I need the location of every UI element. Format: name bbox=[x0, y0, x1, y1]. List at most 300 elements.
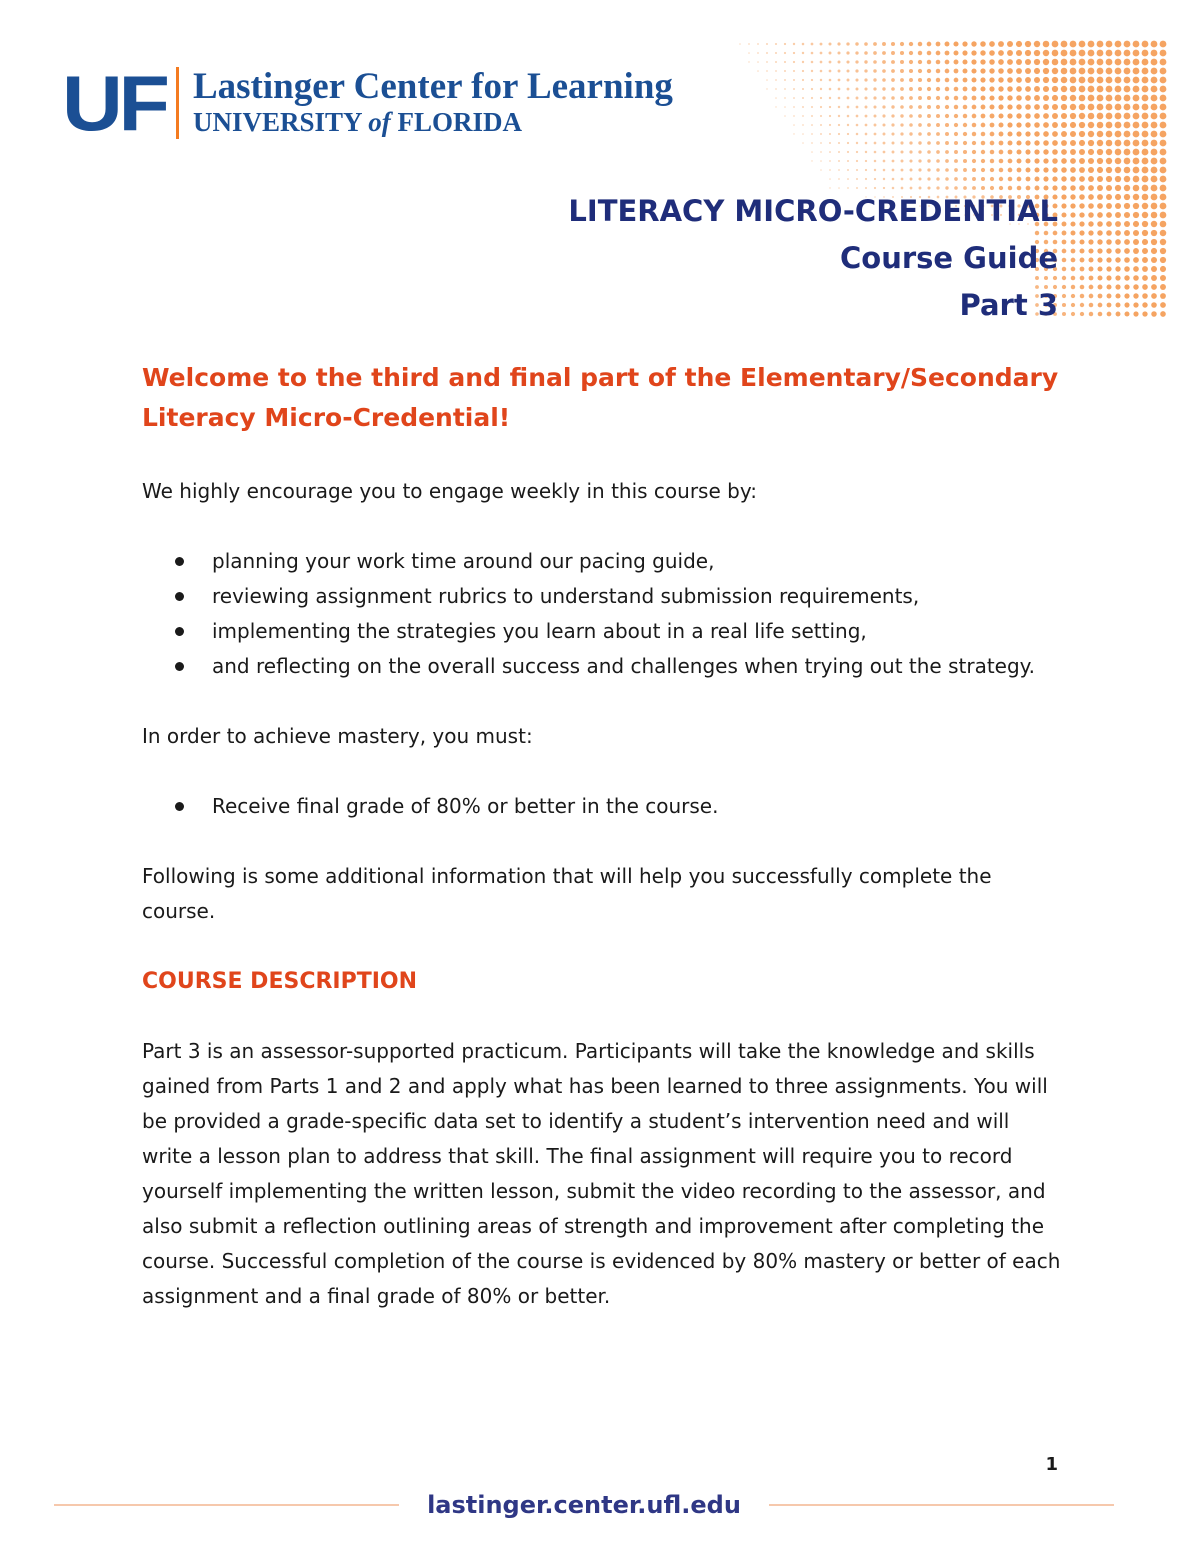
pattern-dot bbox=[918, 141, 921, 144]
pattern-dot bbox=[1097, 176, 1103, 182]
pattern-dot bbox=[945, 150, 949, 154]
pattern-dot bbox=[865, 178, 867, 180]
pattern-dot bbox=[1079, 86, 1086, 93]
pattern-dot bbox=[1070, 77, 1077, 84]
pattern-dot bbox=[1133, 275, 1139, 281]
pattern-dot bbox=[1062, 231, 1067, 236]
pattern-dot bbox=[874, 142, 877, 145]
pattern-dot bbox=[1016, 122, 1021, 127]
pattern-dot bbox=[1088, 167, 1094, 173]
bullet-icon bbox=[175, 802, 184, 811]
pattern-dot bbox=[1088, 221, 1093, 226]
pattern-dot bbox=[1034, 86, 1040, 92]
pattern-dot bbox=[1160, 230, 1167, 237]
pattern-dot bbox=[802, 79, 804, 81]
pattern-dot bbox=[820, 70, 823, 73]
pattern-dot bbox=[1043, 59, 1049, 65]
pattern-dot bbox=[793, 79, 795, 81]
pattern-dot bbox=[1142, 293, 1148, 299]
pattern-dot bbox=[1088, 122, 1094, 128]
pattern-dot bbox=[1124, 104, 1131, 111]
pattern-dot bbox=[918, 168, 921, 171]
pattern-dot bbox=[1097, 221, 1103, 227]
pattern-dot bbox=[1115, 131, 1122, 138]
pattern-dot bbox=[1097, 122, 1104, 129]
pattern-dot bbox=[846, 60, 849, 63]
pattern-dot bbox=[962, 41, 967, 46]
pattern-dot bbox=[1062, 294, 1066, 298]
pattern-dot bbox=[1115, 230, 1121, 236]
logo-divider bbox=[176, 67, 179, 139]
logo-center-name: Lastinger Center for Learning bbox=[192, 66, 673, 108]
pattern-dot bbox=[775, 43, 777, 45]
pattern-dot bbox=[1142, 257, 1148, 263]
pattern-dot bbox=[1160, 293, 1166, 299]
pattern-dot bbox=[927, 159, 930, 162]
pattern-dot bbox=[1098, 285, 1103, 290]
pattern-dot bbox=[847, 133, 849, 135]
pattern-dot bbox=[1097, 140, 1103, 146]
pattern-dot bbox=[1080, 294, 1085, 299]
pattern-dot bbox=[847, 124, 849, 126]
pattern-dot bbox=[1106, 284, 1111, 289]
pattern-dot bbox=[998, 95, 1003, 100]
pattern-dot bbox=[1151, 140, 1158, 147]
pattern-dot bbox=[981, 159, 985, 163]
pattern-dot bbox=[1043, 41, 1050, 48]
pattern-dot bbox=[829, 106, 831, 108]
list-item: and reflecting on the overall success and challenges when trying out the strategy. bbox=[142, 649, 1062, 684]
pattern-dot bbox=[1106, 221, 1112, 227]
pattern-dot bbox=[828, 42, 831, 45]
pattern-dot bbox=[989, 104, 994, 109]
pattern-dot bbox=[829, 151, 831, 153]
pattern-dot bbox=[856, 151, 858, 153]
pattern-dot bbox=[918, 177, 921, 180]
pattern-dot bbox=[1052, 131, 1058, 137]
pattern-dot bbox=[1017, 159, 1022, 164]
pattern-dot bbox=[856, 169, 858, 171]
pattern-dot bbox=[1151, 176, 1158, 183]
pattern-dot bbox=[1008, 150, 1013, 155]
pattern-dot bbox=[989, 95, 994, 100]
pattern-dot bbox=[1079, 167, 1085, 173]
pattern-dot bbox=[1142, 194, 1149, 201]
pattern-dot bbox=[829, 115, 831, 117]
pattern-dot bbox=[802, 133, 804, 135]
pattern-dot bbox=[1052, 41, 1059, 48]
pattern-dot bbox=[1097, 95, 1104, 102]
pattern-dot bbox=[865, 115, 868, 118]
pattern-dot bbox=[918, 159, 921, 162]
pattern-dot bbox=[1007, 68, 1013, 74]
pattern-dot bbox=[990, 123, 995, 128]
pattern-dot bbox=[1061, 131, 1067, 137]
pattern-dot bbox=[1142, 104, 1149, 111]
pattern-dot bbox=[918, 114, 922, 118]
bullet-icon bbox=[175, 627, 184, 636]
pattern-dot bbox=[1142, 59, 1149, 66]
pattern-dot bbox=[793, 52, 795, 54]
pattern-dot bbox=[1052, 149, 1058, 155]
pattern-dot bbox=[829, 61, 832, 64]
pattern-dot bbox=[1088, 185, 1094, 191]
pattern-dot bbox=[1061, 149, 1067, 155]
pattern-dot bbox=[1052, 113, 1058, 119]
pattern-dot bbox=[855, 60, 858, 63]
pattern-dot bbox=[1088, 212, 1094, 218]
pattern-dot bbox=[1106, 203, 1112, 209]
pattern-dot bbox=[909, 96, 913, 100]
pattern-dot bbox=[1151, 302, 1157, 308]
pattern-dot bbox=[909, 87, 913, 91]
pattern-dot bbox=[856, 142, 858, 144]
pattern-dot bbox=[1061, 212, 1066, 217]
pattern-dot bbox=[838, 124, 840, 126]
pattern-dot bbox=[1007, 122, 1012, 127]
pattern-dot bbox=[784, 106, 786, 108]
footer-divider-right bbox=[769, 1504, 1114, 1506]
pattern-dot bbox=[1115, 122, 1122, 129]
pattern-dot bbox=[847, 79, 850, 82]
pattern-dot bbox=[999, 159, 1004, 164]
pattern-dot bbox=[838, 169, 840, 171]
pattern-dot bbox=[838, 97, 841, 100]
pattern-dot bbox=[1133, 266, 1139, 272]
pattern-dot bbox=[954, 105, 958, 109]
pattern-dot bbox=[1106, 131, 1113, 138]
pattern-dot bbox=[1151, 311, 1157, 317]
pattern-dot bbox=[1133, 293, 1138, 298]
pattern-dot bbox=[838, 142, 840, 144]
pattern-dot bbox=[1124, 221, 1130, 227]
pattern-dot bbox=[1080, 285, 1085, 290]
pattern-dot bbox=[1079, 212, 1084, 217]
pattern-dot bbox=[1062, 267, 1066, 271]
pattern-dot bbox=[1062, 312, 1066, 316]
pattern-dot bbox=[829, 169, 831, 171]
pattern-dot bbox=[909, 60, 913, 64]
pattern-dot bbox=[1151, 203, 1158, 210]
pattern-dot bbox=[1151, 59, 1158, 66]
pattern-dot bbox=[1124, 59, 1131, 66]
pattern-dot bbox=[838, 178, 840, 180]
pattern-dot bbox=[945, 141, 949, 145]
list-item: reviewing assignment rubrics to understand submission requirements, bbox=[142, 579, 1062, 614]
pattern-dot bbox=[1007, 50, 1013, 56]
pattern-dot bbox=[1142, 185, 1149, 192]
course-description-text: Part 3 is an assessor-supported practicum. Participants will take the knowledge and skills gained from Parts 1 and 2 and apply what has been learned to three assignments. You will be provided a grade-specific data set to identify a student’s intervention need and will write a lesson plan to address that skill. The final assignment will require you to record yourself implementing the written lesson, submit the video recording to the assessor, and also submit a reflection outlining areas of strength and improvement after completing the course. Successful completion of the course is evidenced by 80% mastery or better of each assignment and a final grade of 80% or better. bbox=[142, 1039, 1061, 1308]
pattern-dot bbox=[1142, 113, 1149, 120]
pattern-dot bbox=[775, 106, 776, 107]
pattern-dot bbox=[962, 50, 967, 55]
pattern-dot bbox=[945, 105, 949, 109]
pattern-dot bbox=[927, 78, 931, 82]
pattern-dot bbox=[820, 124, 822, 126]
pattern-dot bbox=[963, 177, 967, 181]
pattern-dot bbox=[1079, 77, 1086, 84]
pattern-dot bbox=[1088, 50, 1095, 57]
list-item: implementing the strategies you learn about in a real life setting, bbox=[142, 614, 1062, 649]
pattern-dot bbox=[1052, 68, 1058, 74]
pattern-dot bbox=[1124, 95, 1131, 102]
pattern-dot bbox=[1133, 149, 1140, 156]
pattern-dot bbox=[1088, 158, 1094, 164]
pattern-dot bbox=[1097, 86, 1104, 93]
pattern-dot bbox=[865, 142, 868, 145]
pattern-dot bbox=[838, 106, 840, 108]
pattern-dot bbox=[1052, 50, 1059, 57]
pattern-dot bbox=[820, 115, 822, 117]
pattern-dot bbox=[1052, 122, 1058, 128]
pattern-dot bbox=[1061, 122, 1067, 128]
pattern-dot bbox=[1142, 122, 1149, 129]
pattern-dot bbox=[1133, 77, 1140, 84]
pattern-dot bbox=[1079, 221, 1084, 226]
pattern-dot bbox=[891, 96, 894, 99]
pattern-dot bbox=[972, 123, 977, 128]
pattern-dot bbox=[802, 88, 804, 90]
pattern-dot bbox=[936, 69, 941, 74]
pattern-dot bbox=[1160, 284, 1166, 290]
pattern-dot bbox=[891, 87, 895, 91]
pattern-dot bbox=[784, 52, 786, 54]
pattern-dot bbox=[1151, 248, 1157, 254]
pattern-dot bbox=[883, 178, 885, 180]
pattern-dot bbox=[1097, 158, 1103, 164]
pattern-dot bbox=[927, 87, 931, 91]
pattern-dot bbox=[998, 41, 1004, 47]
pattern-dot bbox=[981, 96, 986, 101]
pattern-dot bbox=[1151, 257, 1157, 263]
pattern-dot bbox=[954, 78, 959, 83]
pattern-dot bbox=[1124, 131, 1131, 138]
pattern-dot bbox=[775, 61, 777, 63]
pattern-dot bbox=[1088, 104, 1095, 111]
pattern-dot bbox=[927, 51, 932, 56]
pattern-dot bbox=[847, 115, 850, 118]
pattern-dot bbox=[1071, 267, 1076, 272]
pattern-dot bbox=[838, 79, 841, 82]
pattern-dot bbox=[1115, 212, 1121, 218]
pattern-dot bbox=[981, 141, 986, 146]
pattern-dot bbox=[990, 159, 994, 163]
pattern-dot bbox=[1079, 68, 1086, 75]
pattern-dot bbox=[1052, 86, 1058, 92]
bullet-icon bbox=[175, 557, 184, 566]
pattern-dot bbox=[1025, 104, 1031, 110]
pattern-dot bbox=[1043, 167, 1048, 172]
pattern-dot bbox=[766, 79, 768, 81]
pattern-dot bbox=[1133, 113, 1140, 120]
pattern-dot bbox=[1133, 212, 1139, 218]
pattern-dot bbox=[1034, 77, 1040, 83]
pattern-dot bbox=[1079, 95, 1086, 102]
pattern-dot bbox=[802, 70, 804, 72]
pattern-dot bbox=[1115, 266, 1120, 271]
pattern-dot bbox=[1008, 141, 1013, 146]
pattern-dot bbox=[1106, 257, 1111, 262]
pattern-dot bbox=[1106, 59, 1113, 66]
pattern-dot bbox=[1097, 104, 1104, 111]
pattern-dot bbox=[1088, 131, 1094, 137]
pattern-dot bbox=[1007, 59, 1013, 65]
pattern-dot bbox=[874, 124, 877, 127]
pattern-dot bbox=[874, 160, 877, 163]
pattern-dot bbox=[856, 115, 859, 118]
pattern-dot bbox=[1034, 167, 1039, 172]
pattern-dot bbox=[1062, 240, 1067, 245]
pattern-dot bbox=[1124, 230, 1130, 236]
uf-lastinger-logo bbox=[62, 59, 673, 147]
pattern-dot bbox=[990, 177, 994, 181]
pattern-dot bbox=[1133, 104, 1140, 111]
pattern-dot bbox=[1142, 311, 1147, 316]
pattern-dot bbox=[990, 114, 995, 119]
pattern-dot bbox=[793, 88, 795, 90]
pattern-dot bbox=[945, 168, 949, 172]
pattern-dot bbox=[980, 50, 985, 55]
pattern-dot bbox=[1079, 104, 1086, 111]
pattern-dot bbox=[1061, 50, 1068, 57]
pattern-dot bbox=[1106, 248, 1111, 253]
pattern-dot bbox=[981, 177, 985, 181]
pattern-dot bbox=[891, 123, 894, 126]
pattern-dot bbox=[838, 61, 841, 64]
uf-logo-mark: UF bbox=[62, 59, 166, 147]
pattern-dot bbox=[900, 123, 903, 126]
pattern-dot bbox=[1034, 149, 1039, 154]
pattern-dot bbox=[918, 87, 922, 91]
pattern-dot bbox=[1008, 159, 1013, 164]
pattern-dot bbox=[1106, 50, 1113, 57]
pattern-dot bbox=[757, 52, 759, 54]
pattern-dot bbox=[1097, 239, 1102, 244]
pattern-dot bbox=[1097, 59, 1104, 66]
footer bbox=[54, 1480, 1114, 1530]
pattern-dot bbox=[882, 114, 885, 117]
document-title-block bbox=[568, 188, 1058, 329]
pattern-dot bbox=[1106, 230, 1112, 236]
pattern-dot bbox=[1016, 86, 1022, 92]
pattern-dot bbox=[882, 78, 886, 82]
pattern-dot bbox=[945, 132, 949, 136]
pattern-dot bbox=[1133, 140, 1140, 147]
pattern-dot bbox=[918, 150, 921, 153]
pattern-dot bbox=[1034, 50, 1040, 56]
pattern-dot bbox=[1061, 104, 1067, 110]
pattern-dot bbox=[1016, 77, 1022, 83]
pattern-dot bbox=[882, 69, 886, 73]
footer-url-link[interactable]: lastinger.center.ufl.edu bbox=[427, 1491, 741, 1519]
pattern-dot bbox=[874, 169, 876, 171]
pattern-dot bbox=[1025, 95, 1031, 101]
pattern-dot bbox=[1160, 185, 1167, 192]
pattern-dot bbox=[927, 168, 930, 171]
pattern-dot bbox=[998, 77, 1003, 82]
pattern-dot bbox=[882, 123, 885, 126]
pattern-dot bbox=[1088, 203, 1094, 209]
pattern-dot bbox=[1080, 312, 1084, 316]
pattern-dot bbox=[882, 51, 886, 55]
pattern-dot bbox=[873, 105, 876, 108]
pattern-dot bbox=[1106, 86, 1113, 93]
pattern-dot bbox=[784, 79, 786, 81]
pattern-dot bbox=[901, 169, 904, 172]
pattern-dot bbox=[1106, 77, 1113, 84]
pattern-dot bbox=[1106, 239, 1112, 245]
pattern-dot bbox=[972, 150, 976, 154]
pattern-dot bbox=[811, 106, 813, 108]
pattern-dot bbox=[873, 69, 876, 72]
pattern-dot bbox=[1080, 267, 1085, 272]
pattern-dot bbox=[1124, 194, 1130, 200]
pattern-dot bbox=[918, 105, 922, 109]
pattern-dot bbox=[1160, 59, 1167, 66]
pattern-dot bbox=[1115, 167, 1121, 173]
pattern-dot bbox=[1107, 312, 1112, 317]
pattern-dot bbox=[1043, 104, 1049, 110]
pattern-dot bbox=[1088, 239, 1093, 244]
pattern-dot bbox=[855, 51, 858, 54]
pattern-dot bbox=[1089, 303, 1094, 308]
pattern-dot bbox=[1160, 41, 1167, 48]
pattern-dot bbox=[864, 78, 867, 81]
pattern-dot bbox=[847, 169, 849, 171]
pattern-dot bbox=[927, 141, 931, 145]
pattern-dot bbox=[1133, 302, 1138, 307]
pattern-dot bbox=[1124, 248, 1130, 254]
pattern-dot bbox=[1079, 50, 1086, 57]
pattern-dot bbox=[971, 68, 976, 73]
pattern-dot bbox=[1088, 194, 1094, 200]
pattern-dot bbox=[811, 88, 813, 90]
pattern-dot bbox=[1142, 140, 1149, 147]
pattern-dot bbox=[945, 87, 949, 91]
pattern-dot bbox=[1142, 221, 1148, 227]
pattern-dot bbox=[1034, 41, 1040, 47]
pattern-dot bbox=[990, 168, 994, 172]
pattern-dot bbox=[882, 60, 886, 64]
pattern-dot bbox=[1124, 167, 1131, 174]
document-part: Part 3 bbox=[959, 288, 1058, 322]
pattern-dot bbox=[1106, 158, 1112, 164]
pattern-dot bbox=[1160, 104, 1167, 111]
pattern-dot bbox=[963, 96, 968, 101]
pattern-dot bbox=[775, 52, 777, 54]
pattern-dot bbox=[945, 123, 949, 127]
pattern-dot bbox=[1007, 95, 1012, 100]
pattern-dot bbox=[1115, 248, 1121, 254]
pattern-dot bbox=[829, 88, 832, 91]
pattern-dot bbox=[1052, 140, 1058, 146]
pattern-dot bbox=[892, 142, 895, 145]
pattern-dot bbox=[927, 150, 931, 154]
pattern-dot bbox=[1088, 77, 1095, 84]
pattern-dot bbox=[1115, 104, 1122, 111]
pattern-dot bbox=[1116, 312, 1121, 317]
pattern-dot bbox=[891, 60, 895, 64]
pattern-dot bbox=[900, 141, 903, 144]
pattern-dot bbox=[1017, 150, 1022, 155]
pattern-dot bbox=[820, 43, 823, 46]
pattern-dot bbox=[1071, 312, 1075, 316]
pattern-dot bbox=[909, 42, 913, 46]
pattern-dot bbox=[1151, 239, 1157, 245]
pattern-dot bbox=[846, 69, 849, 72]
pattern-dot bbox=[989, 41, 995, 47]
pattern-dot bbox=[1142, 230, 1148, 236]
